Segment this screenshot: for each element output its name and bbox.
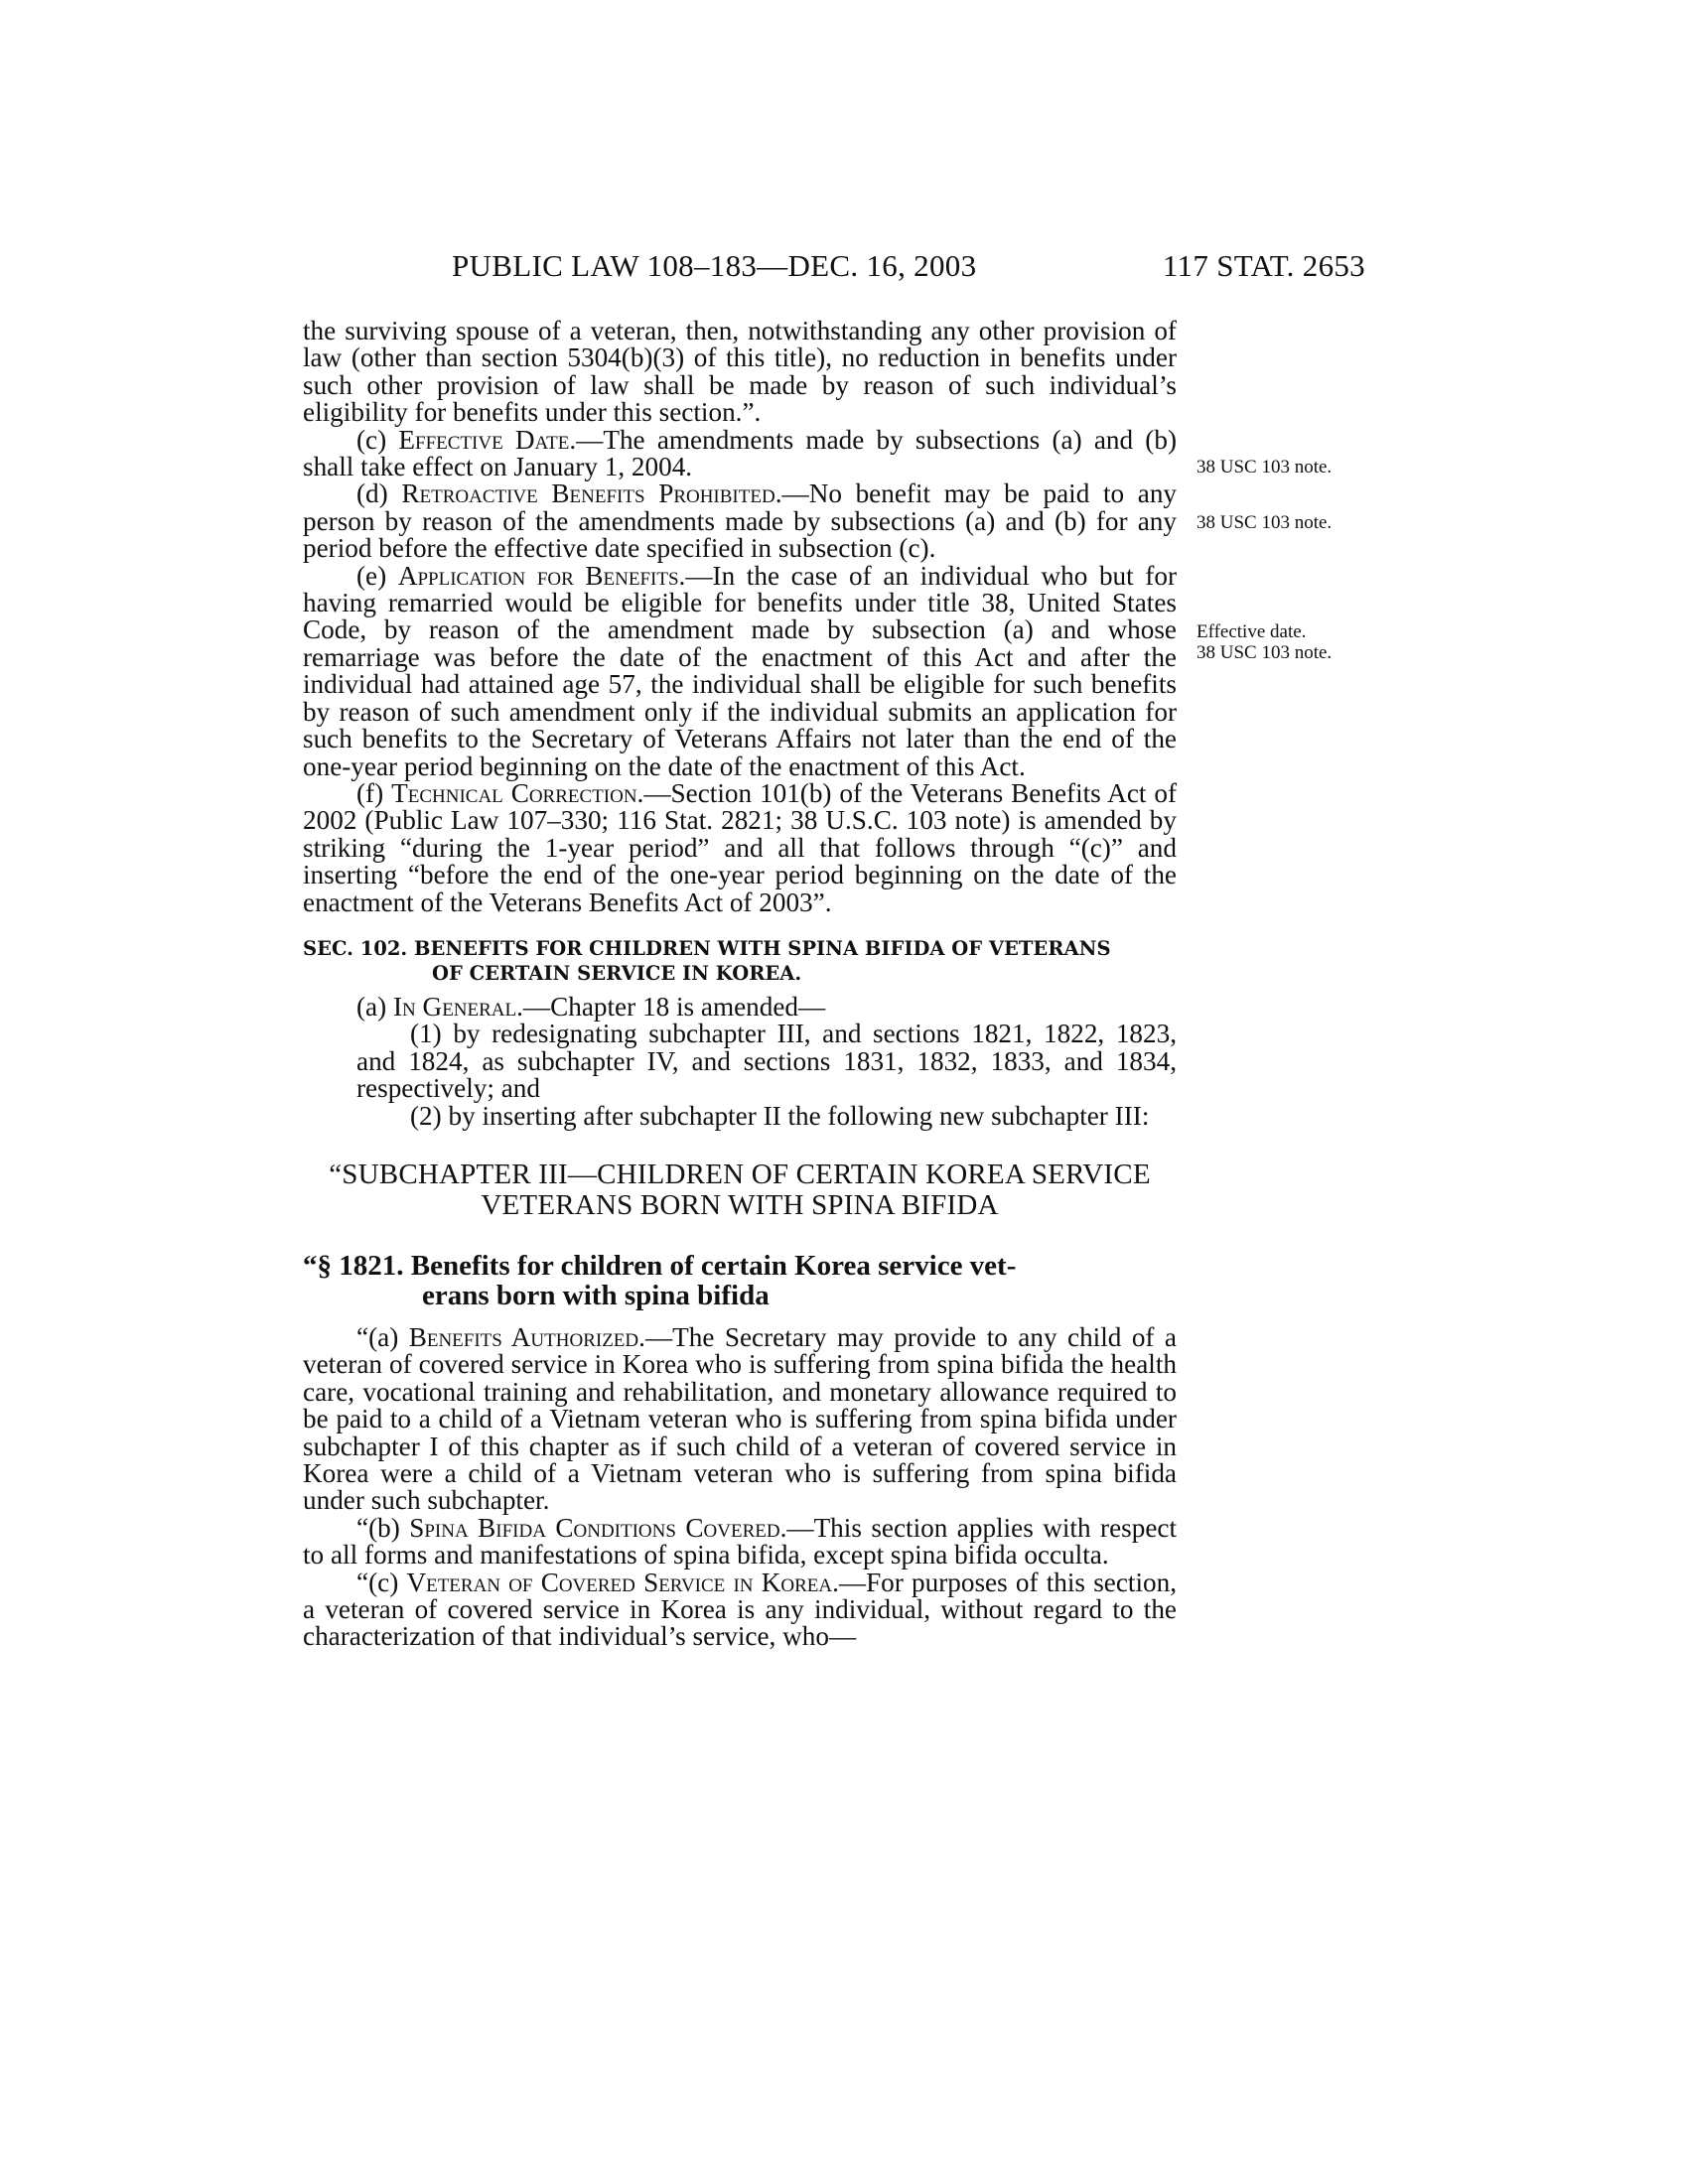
heading: Application for Benefits. [397,560,686,591]
paragraph-a2: (2) by inserting after subchapter II the following new subchapter III: [410,1100,1150,1131]
section-1821-c [303,1567,1177,1652]
subchapter-title [303,1160,1177,1221]
continued-paragraph: the surviving spouse of a veteran, then, notwithstanding any other provision of law (other than section 5304(b)(3) of this title), no reduction in benefits under such other provision of law shall be made by reason of such individual’s eligibility for benefits under this section.”. [303,316,1177,428]
subsection-a [303,991,1177,1022]
subchapter-line-2: VETERANS BORN WITH SPINA BIFIDA [481,1188,999,1221]
margin-note-d: 38 USC 103 note. [1196,512,1333,533]
label: (c) [356,424,387,455]
heading-line-1: SEC. 102. BENEFITS FOR CHILDREN WITH SPINA BIFIDA OF VETERANS [303,936,1111,960]
section-102-heading [303,936,1177,986]
margin-note-c: 38 USC 103 note. [1196,457,1333,478]
subsection-c [303,424,1178,482]
text: —In the case of an individual who but for having remarried would be eligible for benefits under title 38, United States Code, by reason of the amendment made by subsection (a) and whose remarriage was before the date of the enactment of this Act and after the individual had attained age 57, the individual shall be eligible for such benefits by reason of such amendment only if the individual submits an application for such benefits to the Secretary of Veterans Affairs not later than the end of the one-year period beginning on the date of the enactment of this Act. [303,560,1178,781]
heading-line-2: OF CERTAIN SERVICE IN KOREA. [432,961,802,985]
label: (d) [356,478,388,509]
text: —For purposes of this section, a veteran of covered service in Korea is any individual, without regard to the characterization of that individual’s service, who— [303,1567,1177,1652]
text: —No benefit may be paid to any person by reason of the amendments made by subsections (a) and (b) for any period before the effective date specified in subsection (c). [303,478,1178,564]
text: —Chapter 18 is amended— [522,991,826,1022]
heading: Spina Bifida Conditions Covered. [409,1512,787,1543]
label: “(a) [356,1321,399,1352]
document-body [303,318,1177,1651]
heading: Technical Correction. [391,777,644,808]
label: (e) [356,560,387,591]
text: —This section applies with respect to all forms and manifestations of spina bifida, except spina bifida occulta. [303,1512,1178,1570]
subsection-d [303,480,1177,562]
text: —The amendments made by subsections (a) and (b) shall take effect on January 1, 2004. [303,424,1178,482]
section-1821-a [303,1321,1177,1516]
section-1821-title [303,1251,1177,1310]
section-1821-b [303,1512,1178,1570]
title-line-2: erans born with spina bifida [422,1279,770,1311]
subchapter-line-1: “SUBCHAPTER III—CHILDREN OF CERTAIN KOREA SERVICE [329,1158,1151,1190]
heading: Benefits Authorized. [408,1321,645,1352]
heading: Retroactive Benefits Prohibited. [401,478,782,509]
heading: Effective Date. [398,424,577,455]
text: —Section 101(b) of the Veterans Benefits Act of 2002 (Public Law 107–330; 116 Stat. 2821; 38 U.S.C. 103 note) is amended by striking “during the 1-year period” and all that follows through “(c)” and inserting “before the end of the one-year period beginning on the date of the enactment of the Veterans Benefits Act of 2003”. [303,777,1178,917]
margin-note-e-effective: Effective date. [1196,621,1307,642]
law-citation: PUBLIC LAW 108–183—DEC. 16, 2003 [452,248,977,283]
label: (f) [356,777,384,808]
paragraph-a1: (1) by redesignating subchapter III, and sections 1821, 1822, 1823, and 1824, as subchapter IV, and sections 1831, 1832, 1833, and 1834, respectively; and [356,1019,1177,1104]
subsection-e [303,560,1178,781]
text: —The Secretary may provide to any child of a veteran of covered service in Korea who is suffering from spina bifida the health care, vocational training and rehabilitation, and monetary allowance required to be paid to a child of a Vietnam veteran who is suffering from spina bifida under subchapter I of this chapter as if such child of a veteran of covered service in Korea were a child of a Vietnam veteran who is suffering from spina bifida under such subchapter. [303,1321,1177,1516]
label: “(c) [356,1567,399,1597]
page-header [452,248,1365,288]
heading: Veteran of Covered Service in Korea. [406,1567,839,1597]
label: “(b) [356,1512,400,1543]
margin-note-e-usc: 38 USC 103 note. [1196,642,1333,663]
heading: In General. [392,991,523,1022]
stat-citation: 117 STAT. 2653 [1162,248,1365,283]
subsection-f [303,777,1178,917]
label: (a) [356,991,387,1022]
title-line-1: “§ 1821. Benefits for children of certain Korea service vet- [303,1249,1017,1282]
